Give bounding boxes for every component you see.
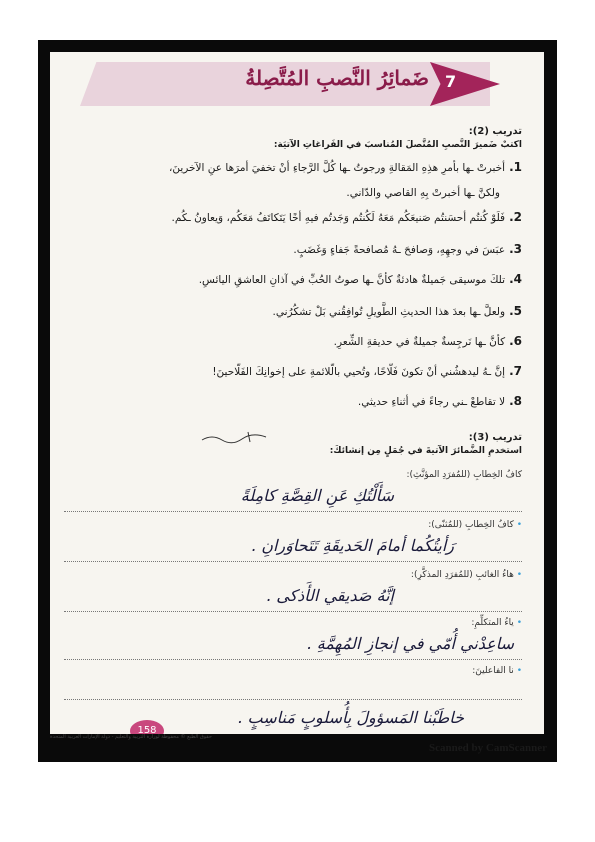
ex3-answer-5: خاطَبْنا المَسؤولَ بِأُسلوبٍ مَناسِبٍ . [237,708,464,727]
line-text: ولكنَّ ـها أخبرتْ بِهِ القاصي والدّاني. [346,187,500,199]
line-text: فَلَوْ كُنتُم أحسَنتُم صَنيعَكُم مَعَهُ لَكُنتُم وَجَدتُم فيهِ أخًا يَتَكاتَفُ مَعَكُم، وَيعاونُ ـكُم. [171,212,506,224]
line-text: لا تقاطعْ ـني رجاءً في أثناءِ حديثي. [357,396,506,408]
ex2-line-1 [64,160,522,175]
line-number: 6. [509,334,522,348]
bullet-icon: • [513,666,522,676]
ex3-answer-4: ساعِدْني أُمّي في إنجازِ المُهِمَّةِ . [306,634,514,653]
answer-line [64,510,522,512]
page-number-badge: 158 [130,720,164,734]
line-number: 8. [509,394,522,408]
line-text: كأنَّ ـها نَرجِسةٌ جميلةٌ في حديقةِ الشِّعرِ. [333,336,506,348]
ex2-heading: تدريب (2): [468,126,522,137]
bullet-icon: • [513,520,522,530]
footer-copyright: حقوق الطبع © محفوظة لوزارة التربية والتعليم - دولة الإمارات العربية المتحدة [50,734,212,740]
answer-line [64,610,522,612]
ex2-line-2 [64,210,522,225]
bullet-icon: • [513,570,522,580]
line-text: ولعلَّ ـها بعدَ هذا الحديثِ الطَّويلِ تُوافِقُني بَلْ تشكُرُني. [272,306,506,318]
ex3-answer-1: سَأَلْتُكِ عَنِ القِصَّةِ كامِلَةً [240,486,394,505]
ex2-line-7 [64,364,522,379]
line-number: 7. [509,364,522,378]
chapter-number: 7 [445,72,457,91]
prompt-text: نا الفاعلينَ: [472,666,514,676]
ex3-prompt-4 [64,618,522,628]
page-title: ضَمائِرُ النَّصبِ المُتَّصِلةُ [245,66,429,90]
ex2-line-8 [64,394,522,409]
line-number: 3. [509,242,522,256]
ex2-line-6 [64,334,522,349]
line-text: تلكَ موسيقى جَميلةٌ هادئةٌ كأنَّ ـها صوتُ الحُبِّ في آذانِ العاشقِ اليائسِ. [198,274,506,286]
ex3-instruction: استخدمِ الضَّمائرَ الآتيةَ في جُمَلٍ مِن إنشائكَ: [329,446,522,456]
ex3-answer-2: رَأيتُكُما أمامَ الحَديقَةِ تَتَحاوَرانِ . [251,536,454,555]
ex2-line-4 [64,272,522,287]
ex3-prompt-2 [64,520,522,530]
line-number: 1. [509,160,522,174]
line-text: أخبرتْ ـها بأمرِ هذِهِ المَقالةِ ورجوتُ ـها كُلَّ الرَّجاءِ أنْ تخفيَ أمرَها عنِ الآخرينَ، [168,162,506,174]
prompt-text: هاءُ الغائبِ (للمُفرَدِ المذكَّرِ): [410,570,514,580]
ex3-heading: تدريب (3): [468,432,522,443]
prompt-text: كافُ الخِطابِ (للمُثنّى): [428,520,514,530]
answer-line [64,698,522,700]
prompt-text: ياءُ المتكلِّمِ: [471,618,514,628]
worksheet-page [50,52,544,734]
ex2-line-5 [64,304,522,319]
line-text: عبَسَ في وجهِهِ، وَصافحَ ـهُ مُصافحةً جَفاءٍ وَغَضَبٍ. [293,244,506,256]
ex3-prompt-3 [64,570,522,580]
bullet-icon: • [513,618,522,628]
scanner-watermark: Scanned by CamScanner [429,742,547,754]
line-number: 5. [509,304,522,318]
answer-line [64,658,522,660]
line-number: 2. [509,210,522,224]
ex3-answer-3: إنَّهُ صَديقي الأَذكى . [266,586,394,605]
answer-line [64,560,522,562]
ex2-instruction: اكتبْ ضَميرَ النَّصبِ المُتَّصلَ المُناسبَ في الفَراغاتِ الآتيَة: [273,140,522,150]
ex3-prompt-1: كافُ الخِطابِ (للمُفرَدِ المؤنَّثِ): [406,470,522,480]
ex3-prompt-5 [64,666,522,676]
ex2-line-3 [64,242,522,257]
line-number: 4. [509,272,522,286]
line-text: إنَّ ـهُ ليدهشُني أنْ تكونَ فَلّاحًا، وتُحيي بالّلائمةِ على إخوانِكَ الفَلّاحينَ! [212,366,506,378]
ex2-line-1b [64,186,500,200]
